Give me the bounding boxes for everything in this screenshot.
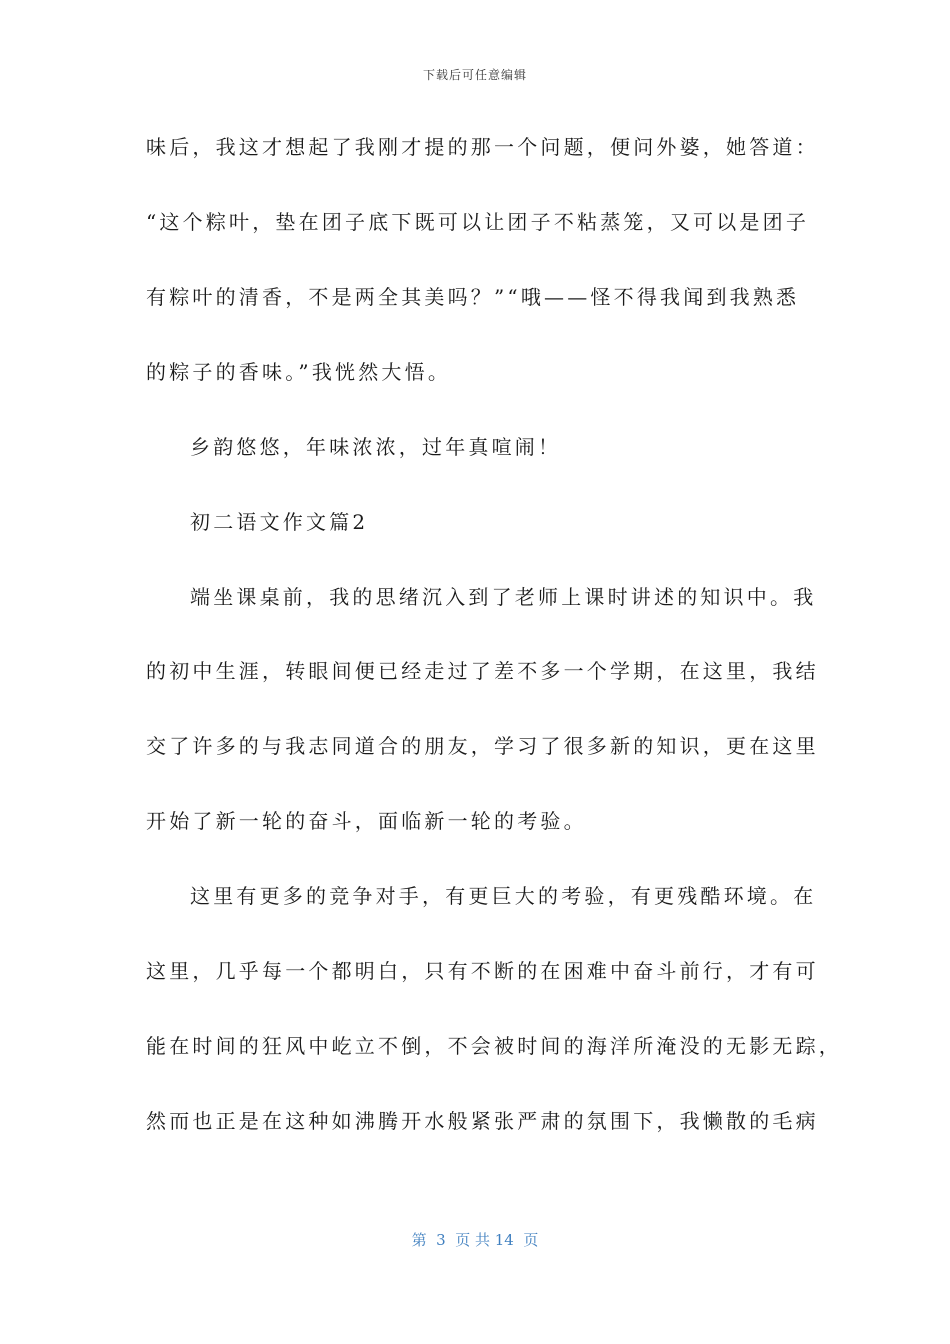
- page-number-footer: 第 3 页 共 14 页: [411, 1231, 539, 1249]
- paragraph-line: “这个粽叶，垫在团子底下既可以让团子不粘蒸笼，又可以是团子: [146, 210, 810, 234]
- paragraph-line: 然而也正是在这种如沸腾开水般紧张严肃的氛围下，我懒散的毛病: [146, 1109, 819, 1133]
- paragraph-line: 这里，几乎每一个都明白，只有不断的在困难中奋斗前行，才有可: [146, 959, 819, 983]
- paragraph-line: 的粽子的香味。”我恍然大悟。: [146, 360, 452, 384]
- paragraph-line: 开始了新一轮的奋斗，面临新一轮的考验。: [146, 809, 587, 833]
- paragraph-line: 的初中生涯，转眼间便已经走过了差不多一个学期，在这里，我结: [146, 659, 819, 683]
- paragraph-line: 交了许多的与我志同道合的朋友，学习了很多新的知识，更在这里: [146, 734, 819, 758]
- paragraph-line: 味后，我这才想起了我刚才提的那一个问题，便问外婆，她答道：: [146, 135, 819, 159]
- paragraph-line: 能在时间的狂风中屹立不倒，不会被时间的海洋所淹没的无影无踪，: [146, 1034, 842, 1058]
- paragraph-line: 乡韵悠悠，年味浓浓，过年真喧闹！: [190, 435, 562, 459]
- paragraph-line: 端坐课桌前，我的思绪沉入到了老师上课时讲述的知识中。我: [190, 585, 817, 609]
- section-heading: 初二语文作文篇2: [190, 510, 369, 534]
- page-header: 下载后可任意编辑: [422, 68, 527, 82]
- paragraph-line: 有粽叶的清香，不是两全其美吗？”“哦——怪不得我闻到我熟悉: [146, 285, 800, 309]
- paragraph-line: 这里有更多的竞争对手，有更巨大的考验，有更残酷环境。在: [190, 884, 817, 908]
